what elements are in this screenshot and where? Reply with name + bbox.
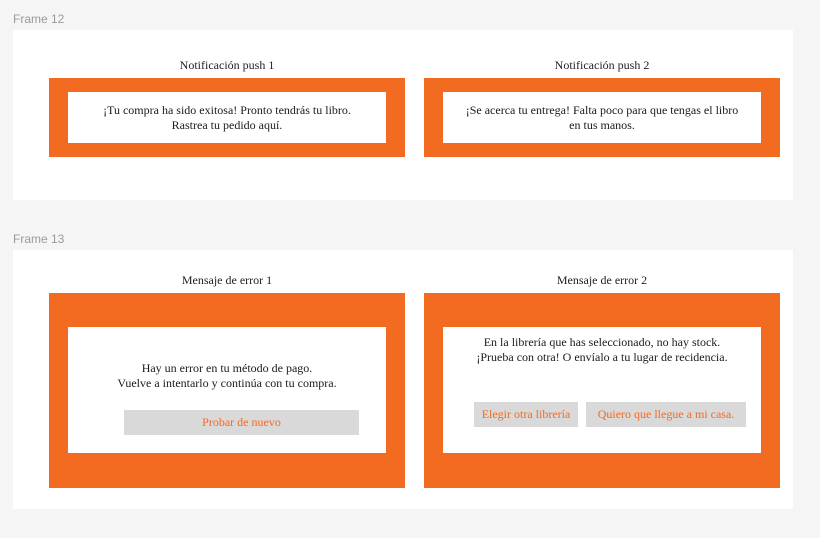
push-notification-2 bbox=[424, 78, 780, 157]
notification-message bbox=[443, 103, 761, 133]
error-text bbox=[443, 335, 761, 365]
message-line: Rastrea tu pedido aquí. bbox=[171, 118, 283, 132]
frame-12 bbox=[13, 30, 793, 200]
notification-body[interactable] bbox=[443, 92, 761, 143]
card-title: Mensaje de error 2 bbox=[556, 273, 648, 287]
choose-other-bookstore-button[interactable]: Elegir otra librería bbox=[474, 402, 578, 427]
notification-message bbox=[68, 103, 386, 133]
push-notification-1 bbox=[49, 78, 405, 157]
card-title: Mensaje de error 1 bbox=[181, 273, 273, 287]
error-message-2 bbox=[424, 293, 780, 488]
message-line: ¡Se acerca tu entrega! Falta poco para que tengas el libro bbox=[465, 103, 739, 117]
error-message-1 bbox=[49, 293, 405, 488]
message-line: Hay un error en tu método de pago. bbox=[141, 361, 313, 375]
frame-label: Frame 12 bbox=[13, 12, 65, 26]
notification-body[interactable] bbox=[68, 92, 386, 143]
home-delivery-button[interactable]: Quiero que llegue a mi casa. bbox=[586, 402, 746, 427]
message-line: en tus manos. bbox=[569, 118, 635, 132]
message-line: ¡Prueba con otra! O envíalo a tu lugar de recidencia. bbox=[476, 350, 728, 364]
error-dialog bbox=[443, 327, 761, 453]
error-text bbox=[68, 361, 386, 391]
error-dialog bbox=[68, 327, 386, 453]
frame-label: Frame 13 bbox=[13, 232, 65, 246]
retry-button[interactable]: Probar de nuevo bbox=[124, 410, 359, 435]
frame-13 bbox=[13, 250, 793, 509]
card-title: Notificación push 2 bbox=[554, 58, 650, 72]
message-line: ¡Tu compra ha sido exitosa! Pronto tendrás tu libro. bbox=[103, 103, 351, 117]
message-line: Vuelve a intentarlo y continúa con tu compra. bbox=[117, 376, 337, 390]
message-line: En la librería que has seleccionado, no hay stock. bbox=[483, 335, 721, 349]
card-title: Notificación push 1 bbox=[179, 58, 275, 72]
